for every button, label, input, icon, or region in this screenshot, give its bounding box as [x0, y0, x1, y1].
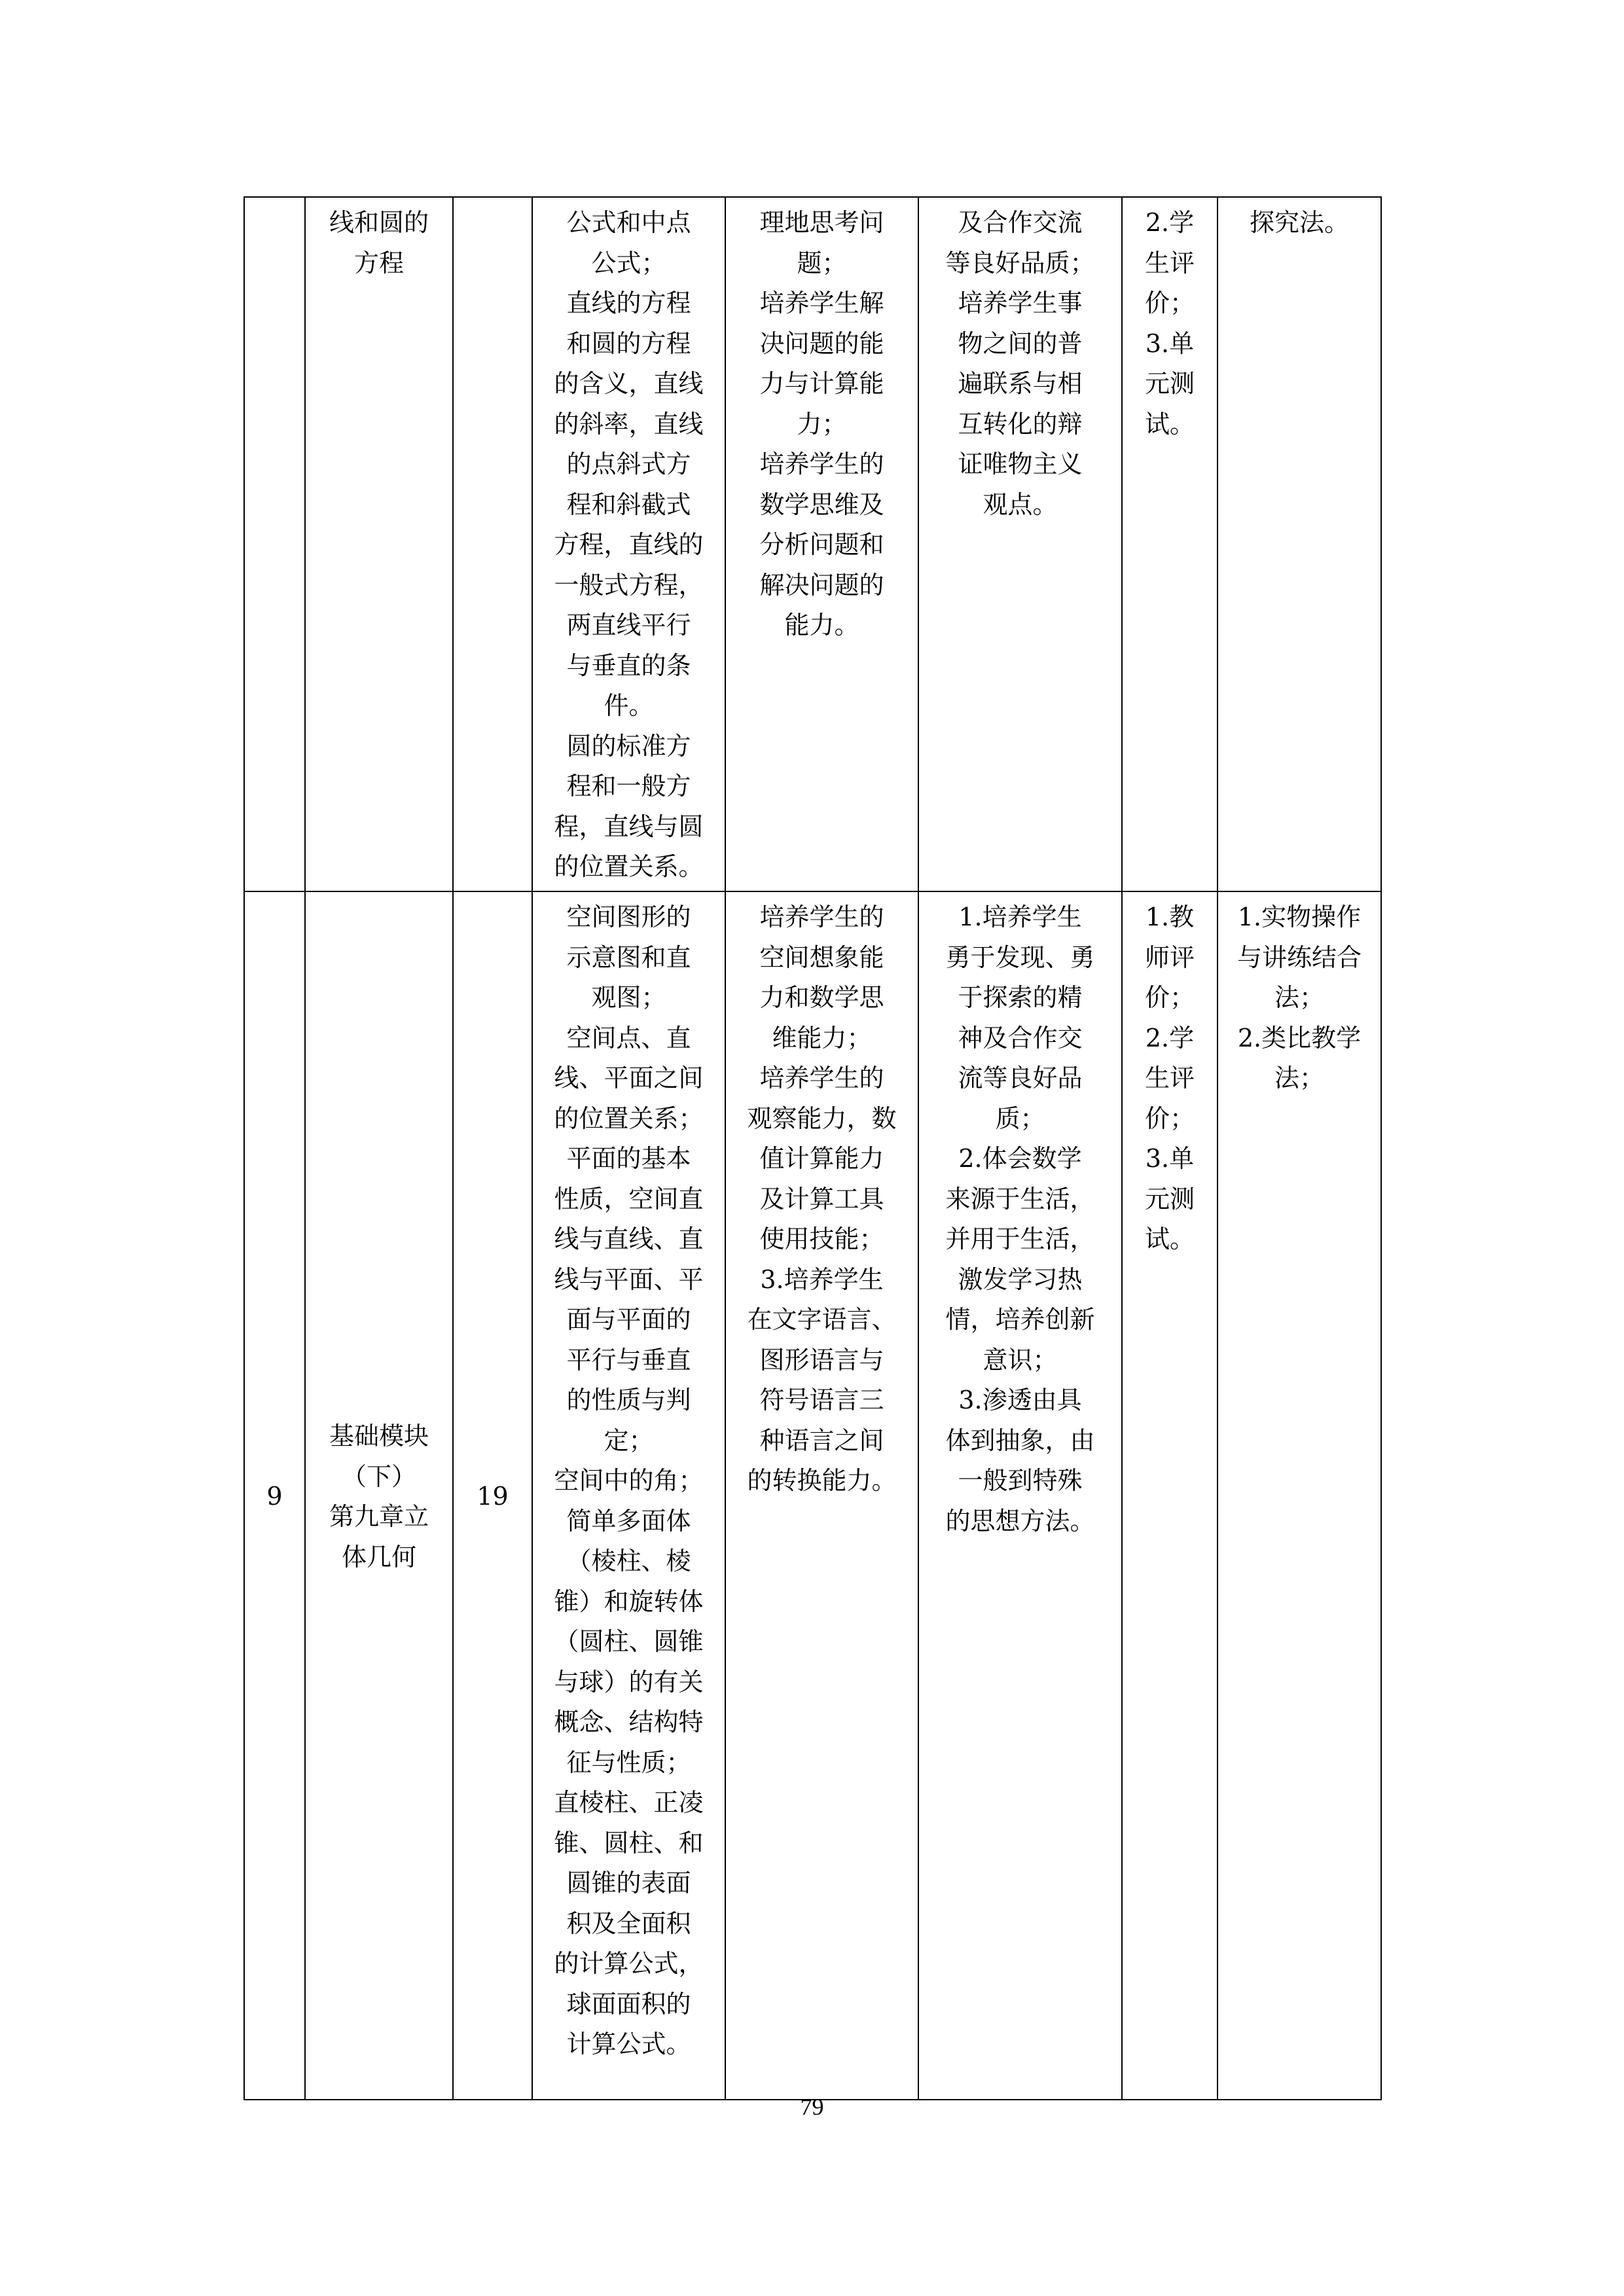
cell-evaluation: 2.学 生评 价； 3.单 元测 试。	[1122, 197, 1218, 891]
cell-content: 公式和中点 公式； 直线的方程 和圆的方程 的含义，直线 的斜率，直线 的点斜式方 程和斜截式 方程，直线的 一般式方程， 两直线平行 与垂直的条 件。 圆的标准方 程和一般方 程，直线与圆 的位置关系。	[532, 197, 725, 891]
table-row	[244, 197, 1381, 891]
page-number: 79	[800, 2094, 824, 2120]
table-row	[244, 891, 1381, 2100]
cell-ability: 理地思考问 题； 培养学生解 决问题的能 力与计算能 力； 培养学生的 数学思维及 分析问题和 解决问题的 能力。	[725, 197, 918, 891]
cell-evaluation: 1.教 师评 价； 2.学 生评 价； 3.单 元测 试。	[1122, 891, 1218, 2100]
cell-ability: 培养学生的 空间想象能 力和数学思 维能力； 培养学生的 观察能力，数 值计算能力 及计算工具 使用技能； 3.培养学生 在文字语言、 图形语言与 符号语言三 种语言之间 的转换能力。	[725, 891, 918, 2100]
cell-method: 1.实物操作 与讲练结合 法； 2.类比教学 法；	[1218, 891, 1381, 2100]
cell-unit: 基础模块 （下） 第九章立 体几何	[305, 891, 453, 2100]
cell-no	[244, 197, 305, 891]
cell-no: 9	[244, 891, 305, 2100]
cell-quality: 及合作交流 等良好品质； 培养学生事 物之间的普 遍联系与相 互转化的辩 证唯物主义 观点。	[918, 197, 1122, 891]
cell-content: 空间图形的 示意图和直 观图； 空间点、直 线、平面之间 的位置关系； 平面的基本 性质，空间直 线与直线、直 线与平面、平 面与平面的 平行与垂直 的性质与判 定； 空间中的角； 简单多面体 （棱柱、棱 锥）和旋转体 （圆柱、圆锥 与球）的有关 概念、结构特 征与性质； 直棱柱、正凌 锥、圆柱、和 圆锥的表面 积及全面积 的计算公式， 球面面积的 计算公式。	[532, 891, 725, 2100]
course-plan-table	[244, 196, 1382, 2100]
cell-unit: 线和圆的 方程	[305, 197, 453, 891]
cell-quality: 1.培养学生 勇于发现、勇 于探索的精 神及合作交 流等良好品 质； 2.体会数学 来源于生活， 并用于生活， 激发学习热 情，培养创新 意识； 3.渗透由具 体到抽象，由 一般到特殊 的思想方法。	[918, 891, 1122, 2100]
cell-hours: 19	[453, 891, 532, 2100]
cell-hours	[453, 197, 532, 891]
cell-method: 探究法。	[1218, 197, 1381, 891]
